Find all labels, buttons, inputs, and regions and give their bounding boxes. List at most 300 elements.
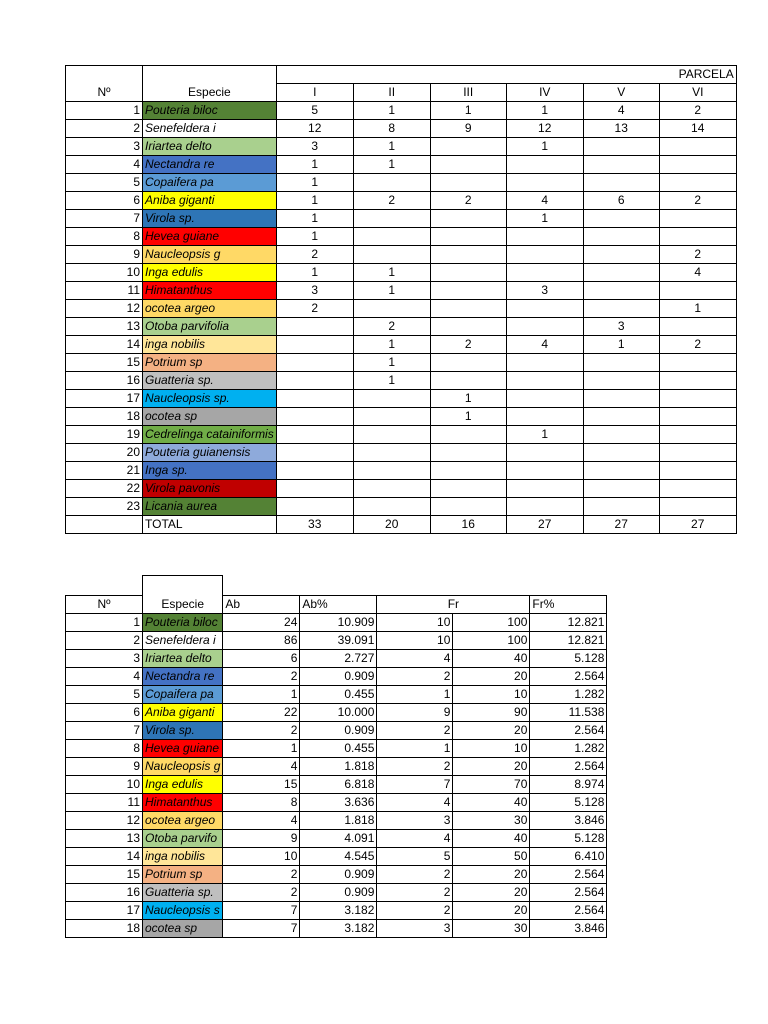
value-cell[interactable] <box>430 282 506 300</box>
value-cell[interactable]: 2 <box>353 192 430 210</box>
value-cell[interactable]: 40 <box>453 830 530 848</box>
value-cell[interactable] <box>659 498 736 516</box>
value-cell[interactable] <box>276 498 353 516</box>
value-cell[interactable]: 15 <box>223 776 300 794</box>
row-number[interactable]: 11 <box>66 282 143 300</box>
row-number[interactable]: 18 <box>66 920 143 938</box>
value-cell[interactable]: 100 <box>453 614 530 632</box>
species-cell[interactable]: Nectandra re <box>143 156 277 174</box>
value-cell[interactable]: 9 <box>430 120 506 138</box>
value-cell[interactable] <box>659 210 736 228</box>
value-cell[interactable]: 12 <box>506 120 583 138</box>
value-cell[interactable]: 6 <box>583 192 659 210</box>
value-cell[interactable]: 6.410 <box>530 848 607 866</box>
row-number[interactable]: 1 <box>66 614 143 632</box>
value-cell[interactable]: 8.974 <box>530 776 607 794</box>
value-cell[interactable] <box>430 462 506 480</box>
value-cell[interactable] <box>506 372 583 390</box>
value-cell[interactable]: 1.282 <box>530 740 607 758</box>
row-number[interactable]: 17 <box>66 390 143 408</box>
species-cell[interactable]: Guatteria sp. <box>143 884 223 902</box>
value-cell[interactable] <box>430 264 506 282</box>
value-cell[interactable] <box>583 498 659 516</box>
species-cell[interactable]: Iriartea delto <box>143 138 277 156</box>
row-number[interactable]: 13 <box>66 318 143 336</box>
species-cell[interactable]: Naucleopsis sp. <box>143 390 277 408</box>
value-cell[interactable]: 8 <box>223 794 300 812</box>
value-cell[interactable]: 20 <box>453 722 530 740</box>
value-cell[interactable]: 90 <box>453 704 530 722</box>
value-cell[interactable]: 4 <box>377 650 453 668</box>
species-cell[interactable]: ocotea sp <box>143 920 223 938</box>
value-cell[interactable] <box>353 498 430 516</box>
total-value[interactable]: 27 <box>506 516 583 534</box>
value-cell[interactable]: 3 <box>377 920 453 938</box>
value-cell[interactable]: 20 <box>453 884 530 902</box>
value-cell[interactable]: 1 <box>223 686 300 704</box>
value-cell[interactable]: 1 <box>430 102 506 120</box>
value-cell[interactable]: 5 <box>377 848 453 866</box>
value-cell[interactable]: 12.821 <box>530 632 607 650</box>
value-cell[interactable]: 10.909 <box>300 614 377 632</box>
value-cell[interactable]: 2 <box>223 884 300 902</box>
value-cell[interactable]: 2 <box>377 758 453 776</box>
value-cell[interactable] <box>659 390 736 408</box>
row-number[interactable]: 5 <box>66 174 143 192</box>
value-cell[interactable]: 0.909 <box>300 668 377 686</box>
value-cell[interactable]: 3 <box>276 138 353 156</box>
value-cell[interactable]: 30 <box>453 920 530 938</box>
value-cell[interactable]: 30 <box>453 812 530 830</box>
value-cell[interactable]: 1.818 <box>300 758 377 776</box>
total-value[interactable]: 20 <box>353 516 430 534</box>
value-cell[interactable]: 0.909 <box>300 884 377 902</box>
value-cell[interactable]: 2.564 <box>530 884 607 902</box>
row-number[interactable]: 1 <box>66 102 143 120</box>
row-number[interactable]: 21 <box>66 462 143 480</box>
value-cell[interactable]: 2 <box>659 336 736 354</box>
value-cell[interactable]: 1.818 <box>300 812 377 830</box>
value-cell[interactable] <box>430 444 506 462</box>
value-cell[interactable]: 86 <box>223 632 300 650</box>
value-cell[interactable]: 2.564 <box>530 758 607 776</box>
value-cell[interactable]: 4 <box>506 192 583 210</box>
value-cell[interactable] <box>506 480 583 498</box>
value-cell[interactable]: 2 <box>430 336 506 354</box>
value-cell[interactable] <box>276 426 353 444</box>
value-cell[interactable]: 4 <box>377 830 453 848</box>
value-cell[interactable] <box>659 426 736 444</box>
value-cell[interactable]: 2.727 <box>300 650 377 668</box>
row-number[interactable]: 2 <box>66 120 143 138</box>
value-cell[interactable] <box>583 282 659 300</box>
value-cell[interactable]: 2 <box>659 102 736 120</box>
value-cell[interactable] <box>583 300 659 318</box>
value-cell[interactable]: 6 <box>223 650 300 668</box>
row-number[interactable]: 6 <box>66 704 143 722</box>
row-number[interactable]: 12 <box>66 300 143 318</box>
value-cell[interactable] <box>506 408 583 426</box>
value-cell[interactable] <box>430 480 506 498</box>
value-cell[interactable] <box>276 372 353 390</box>
total-label[interactable]: TOTAL <box>143 516 277 534</box>
value-cell[interactable]: 20 <box>453 668 530 686</box>
value-cell[interactable] <box>506 300 583 318</box>
species-cell[interactable]: Aniba giganti <box>143 192 277 210</box>
value-cell[interactable]: 3 <box>583 318 659 336</box>
species-cell[interactable]: Himatanthus <box>143 282 277 300</box>
value-cell[interactable]: 2.564 <box>530 668 607 686</box>
value-cell[interactable] <box>353 462 430 480</box>
value-cell[interactable]: 2 <box>276 300 353 318</box>
value-cell[interactable]: 39.091 <box>300 632 377 650</box>
species-cell[interactable]: Hevea guiane <box>143 228 277 246</box>
species-cell[interactable]: Potrium sp <box>143 866 223 884</box>
value-cell[interactable] <box>659 282 736 300</box>
value-cell[interactable]: 1 <box>223 740 300 758</box>
value-cell[interactable]: 20 <box>453 902 530 920</box>
value-cell[interactable]: 1 <box>353 102 430 120</box>
value-cell[interactable]: 1 <box>583 336 659 354</box>
value-cell[interactable]: 2 <box>377 668 453 686</box>
value-cell[interactable] <box>583 264 659 282</box>
value-cell[interactable] <box>353 174 430 192</box>
value-cell[interactable]: 20 <box>453 866 530 884</box>
value-cell[interactable] <box>583 462 659 480</box>
row-number[interactable]: 17 <box>66 902 143 920</box>
value-cell[interactable]: 10 <box>453 740 530 758</box>
value-cell[interactable] <box>659 318 736 336</box>
value-cell[interactable]: 5.128 <box>530 650 607 668</box>
value-cell[interactable] <box>430 498 506 516</box>
value-cell[interactable]: 2 <box>353 318 430 336</box>
value-cell[interactable] <box>430 246 506 264</box>
value-cell[interactable] <box>583 228 659 246</box>
value-cell[interactable] <box>276 354 353 372</box>
species-cell[interactable]: Otoba parvifo <box>143 830 223 848</box>
value-cell[interactable]: 1 <box>506 138 583 156</box>
row-number[interactable]: 3 <box>66 650 143 668</box>
value-cell[interactable] <box>276 390 353 408</box>
row-number[interactable]: 18 <box>66 408 143 426</box>
value-cell[interactable] <box>659 480 736 498</box>
value-cell[interactable]: 1 <box>276 228 353 246</box>
species-cell[interactable]: Naucleopsis g <box>143 758 223 776</box>
value-cell[interactable] <box>506 174 583 192</box>
row-number[interactable]: 2 <box>66 632 143 650</box>
row-number[interactable]: 16 <box>66 372 143 390</box>
value-cell[interactable]: 1 <box>430 390 506 408</box>
row-number[interactable]: 5 <box>66 686 143 704</box>
species-cell[interactable]: Senefeldera i <box>143 632 223 650</box>
species-cell[interactable]: inga nobilis <box>143 336 277 354</box>
value-cell[interactable]: 2.564 <box>530 902 607 920</box>
value-cell[interactable] <box>506 156 583 174</box>
value-cell[interactable]: 1 <box>353 282 430 300</box>
species-cell[interactable]: Aniba giganti <box>143 704 223 722</box>
value-cell[interactable]: 0.909 <box>300 722 377 740</box>
species-cell[interactable]: Virola sp. <box>143 210 277 228</box>
value-cell[interactable]: 1 <box>377 740 453 758</box>
value-cell[interactable] <box>430 138 506 156</box>
row-number[interactable]: 23 <box>66 498 143 516</box>
value-cell[interactable]: 4 <box>223 758 300 776</box>
value-cell[interactable] <box>506 228 583 246</box>
total-value[interactable]: 27 <box>583 516 659 534</box>
value-cell[interactable]: 70 <box>453 776 530 794</box>
row-number[interactable]: 19 <box>66 426 143 444</box>
value-cell[interactable]: 11.538 <box>530 704 607 722</box>
value-cell[interactable] <box>430 354 506 372</box>
value-cell[interactable] <box>430 426 506 444</box>
value-cell[interactable] <box>583 174 659 192</box>
value-cell[interactable] <box>583 408 659 426</box>
value-cell[interactable] <box>276 462 353 480</box>
value-cell[interactable]: 100 <box>453 632 530 650</box>
value-cell[interactable]: 3.846 <box>530 920 607 938</box>
value-cell[interactable]: 1 <box>377 686 453 704</box>
value-cell[interactable]: 2 <box>659 192 736 210</box>
value-cell[interactable]: 7 <box>223 902 300 920</box>
value-cell[interactable]: 3.846 <box>530 812 607 830</box>
value-cell[interactable]: 2 <box>223 866 300 884</box>
row-number[interactable]: 6 <box>66 192 143 210</box>
value-cell[interactable]: 3 <box>506 282 583 300</box>
value-cell[interactable] <box>583 354 659 372</box>
value-cell[interactable] <box>276 408 353 426</box>
value-cell[interactable] <box>659 408 736 426</box>
value-cell[interactable] <box>353 246 430 264</box>
value-cell[interactable]: 0.455 <box>300 740 377 758</box>
value-cell[interactable] <box>659 228 736 246</box>
value-cell[interactable]: 2 <box>223 668 300 686</box>
value-cell[interactable]: 5.128 <box>530 830 607 848</box>
row-number[interactable]: 8 <box>66 228 143 246</box>
value-cell[interactable]: 2.564 <box>530 866 607 884</box>
value-cell[interactable]: 1 <box>353 336 430 354</box>
value-cell[interactable] <box>506 498 583 516</box>
value-cell[interactable]: 1 <box>276 156 353 174</box>
value-cell[interactable]: 24 <box>223 614 300 632</box>
species-cell[interactable]: Virola pavonis <box>143 480 277 498</box>
value-cell[interactable] <box>659 354 736 372</box>
value-cell[interactable] <box>430 372 506 390</box>
species-cell[interactable]: Inga edulis <box>143 264 277 282</box>
species-cell[interactable]: Pouteria guianensis <box>143 444 277 462</box>
value-cell[interactable] <box>353 300 430 318</box>
row-number[interactable]: 10 <box>66 776 143 794</box>
value-cell[interactable]: 4 <box>223 812 300 830</box>
value-cell[interactable]: 2 <box>377 902 453 920</box>
species-cell[interactable]: Pouteria biloc <box>143 614 223 632</box>
value-cell[interactable]: 2 <box>430 192 506 210</box>
species-cell[interactable]: Hevea guiane <box>143 740 223 758</box>
value-cell[interactable] <box>583 480 659 498</box>
value-cell[interactable]: 1 <box>353 372 430 390</box>
row-number[interactable]: 20 <box>66 444 143 462</box>
row-number[interactable]: 11 <box>66 794 143 812</box>
value-cell[interactable]: 40 <box>453 794 530 812</box>
value-cell[interactable] <box>430 174 506 192</box>
value-cell[interactable]: 2 <box>377 866 453 884</box>
species-cell[interactable]: Licania aurea <box>143 498 277 516</box>
species-cell[interactable]: Naucleopsis g <box>143 246 277 264</box>
value-cell[interactable] <box>659 138 736 156</box>
species-cell[interactable]: ocotea argeo <box>143 300 277 318</box>
value-cell[interactable] <box>506 354 583 372</box>
value-cell[interactable] <box>506 318 583 336</box>
species-cell[interactable]: Pouteria biloc <box>143 102 277 120</box>
value-cell[interactable] <box>430 300 506 318</box>
row-number[interactable]: 9 <box>66 758 143 776</box>
row-number[interactable]: 13 <box>66 830 143 848</box>
species-cell[interactable]: Inga edulis <box>143 776 223 794</box>
value-cell[interactable]: 5.128 <box>530 794 607 812</box>
total-value[interactable]: 33 <box>276 516 353 534</box>
value-cell[interactable]: 14 <box>659 120 736 138</box>
value-cell[interactable]: 1 <box>659 300 736 318</box>
value-cell[interactable] <box>353 444 430 462</box>
value-cell[interactable] <box>659 444 736 462</box>
value-cell[interactable]: 1 <box>506 426 583 444</box>
value-cell[interactable]: 1 <box>506 210 583 228</box>
value-cell[interactable] <box>659 462 736 480</box>
value-cell[interactable]: 8 <box>353 120 430 138</box>
value-cell[interactable] <box>276 336 353 354</box>
value-cell[interactable]: 2 <box>223 722 300 740</box>
value-cell[interactable] <box>659 174 736 192</box>
value-cell[interactable] <box>583 246 659 264</box>
value-cell[interactable]: 1 <box>276 192 353 210</box>
value-cell[interactable]: 9 <box>223 830 300 848</box>
value-cell[interactable] <box>353 390 430 408</box>
value-cell[interactable]: 2.564 <box>530 722 607 740</box>
value-cell[interactable] <box>583 426 659 444</box>
species-cell[interactable]: Iriartea delto <box>143 650 223 668</box>
value-cell[interactable]: 7 <box>223 920 300 938</box>
value-cell[interactable]: 1 <box>276 264 353 282</box>
species-cell[interactable]: Naucleopsis s <box>143 902 223 920</box>
species-cell[interactable]: Nectandra re <box>143 668 223 686</box>
species-cell[interactable]: Senefeldera i <box>143 120 277 138</box>
value-cell[interactable] <box>659 156 736 174</box>
value-cell[interactable]: 2 <box>659 246 736 264</box>
species-cell[interactable]: Copaifera pa <box>143 174 277 192</box>
value-cell[interactable]: 2 <box>377 722 453 740</box>
value-cell[interactable] <box>506 246 583 264</box>
value-cell[interactable]: 4.545 <box>300 848 377 866</box>
row-number[interactable]: 7 <box>66 210 143 228</box>
value-cell[interactable]: 3 <box>377 812 453 830</box>
value-cell[interactable] <box>353 480 430 498</box>
species-cell[interactable]: ocotea sp <box>143 408 277 426</box>
value-cell[interactable] <box>430 210 506 228</box>
value-cell[interactable]: 7 <box>377 776 453 794</box>
row-number[interactable]: 15 <box>66 354 143 372</box>
value-cell[interactable]: 3 <box>276 282 353 300</box>
species-cell[interactable]: Potrium sp <box>143 354 277 372</box>
value-cell[interactable]: 20 <box>453 758 530 776</box>
value-cell[interactable]: 4 <box>506 336 583 354</box>
value-cell[interactable]: 1 <box>353 138 430 156</box>
value-cell[interactable]: 10 <box>453 686 530 704</box>
value-cell[interactable]: 1 <box>353 354 430 372</box>
species-cell[interactable]: Copaifera pa <box>143 686 223 704</box>
value-cell[interactable]: 3.182 <box>300 920 377 938</box>
value-cell[interactable]: 10 <box>223 848 300 866</box>
value-cell[interactable]: 3.636 <box>300 794 377 812</box>
value-cell[interactable] <box>430 318 506 336</box>
row-number[interactable]: 4 <box>66 668 143 686</box>
species-cell[interactable]: Guatteria sp. <box>143 372 277 390</box>
value-cell[interactable] <box>583 390 659 408</box>
row-number[interactable]: 22 <box>66 480 143 498</box>
value-cell[interactable] <box>506 264 583 282</box>
value-cell[interactable] <box>506 390 583 408</box>
row-number[interactable]: 3 <box>66 138 143 156</box>
value-cell[interactable]: 50 <box>453 848 530 866</box>
value-cell[interactable]: 1 <box>353 156 430 174</box>
total-value[interactable]: 16 <box>430 516 506 534</box>
value-cell[interactable] <box>353 408 430 426</box>
value-cell[interactable] <box>276 444 353 462</box>
row-number[interactable]: 14 <box>66 848 143 866</box>
value-cell[interactable]: 1.282 <box>530 686 607 704</box>
species-cell[interactable]: inga nobilis <box>143 848 223 866</box>
row-number[interactable]: 12 <box>66 812 143 830</box>
value-cell[interactable] <box>430 228 506 246</box>
value-cell[interactable]: 2 <box>276 246 353 264</box>
row-number[interactable]: 8 <box>66 740 143 758</box>
total-value[interactable]: 27 <box>659 516 736 534</box>
value-cell[interactable] <box>583 156 659 174</box>
row-number[interactable]: 10 <box>66 264 143 282</box>
value-cell[interactable] <box>659 372 736 390</box>
value-cell[interactable] <box>583 138 659 156</box>
value-cell[interactable] <box>276 318 353 336</box>
value-cell[interactable]: 4 <box>659 264 736 282</box>
value-cell[interactable]: 1 <box>353 264 430 282</box>
value-cell[interactable]: 12 <box>276 120 353 138</box>
value-cell[interactable]: 5 <box>276 102 353 120</box>
value-cell[interactable]: 4 <box>377 794 453 812</box>
value-cell[interactable]: 10 <box>377 632 453 650</box>
value-cell[interactable]: 0.909 <box>300 866 377 884</box>
value-cell[interactable]: 0.455 <box>300 686 377 704</box>
row-number[interactable]: 15 <box>66 866 143 884</box>
value-cell[interactable] <box>276 480 353 498</box>
value-cell[interactable]: 2 <box>377 884 453 902</box>
value-cell[interactable]: 12.821 <box>530 614 607 632</box>
species-cell[interactable]: Otoba parvifolia <box>143 318 277 336</box>
value-cell[interactable]: 6.818 <box>300 776 377 794</box>
value-cell[interactable]: 4.091 <box>300 830 377 848</box>
species-cell[interactable]: Himatanthus <box>143 794 223 812</box>
value-cell[interactable]: 1 <box>276 174 353 192</box>
value-cell[interactable]: 1 <box>276 210 353 228</box>
value-cell[interactable]: 40 <box>453 650 530 668</box>
value-cell[interactable]: 10 <box>377 614 453 632</box>
row-number[interactable]: 14 <box>66 336 143 354</box>
value-cell[interactable] <box>506 462 583 480</box>
value-cell[interactable]: 10.000 <box>300 704 377 722</box>
value-cell[interactable] <box>353 228 430 246</box>
value-cell[interactable] <box>353 426 430 444</box>
value-cell[interactable]: 4 <box>583 102 659 120</box>
row-number[interactable]: 4 <box>66 156 143 174</box>
row-number[interactable]: 7 <box>66 722 143 740</box>
value-cell[interactable]: 1 <box>430 408 506 426</box>
